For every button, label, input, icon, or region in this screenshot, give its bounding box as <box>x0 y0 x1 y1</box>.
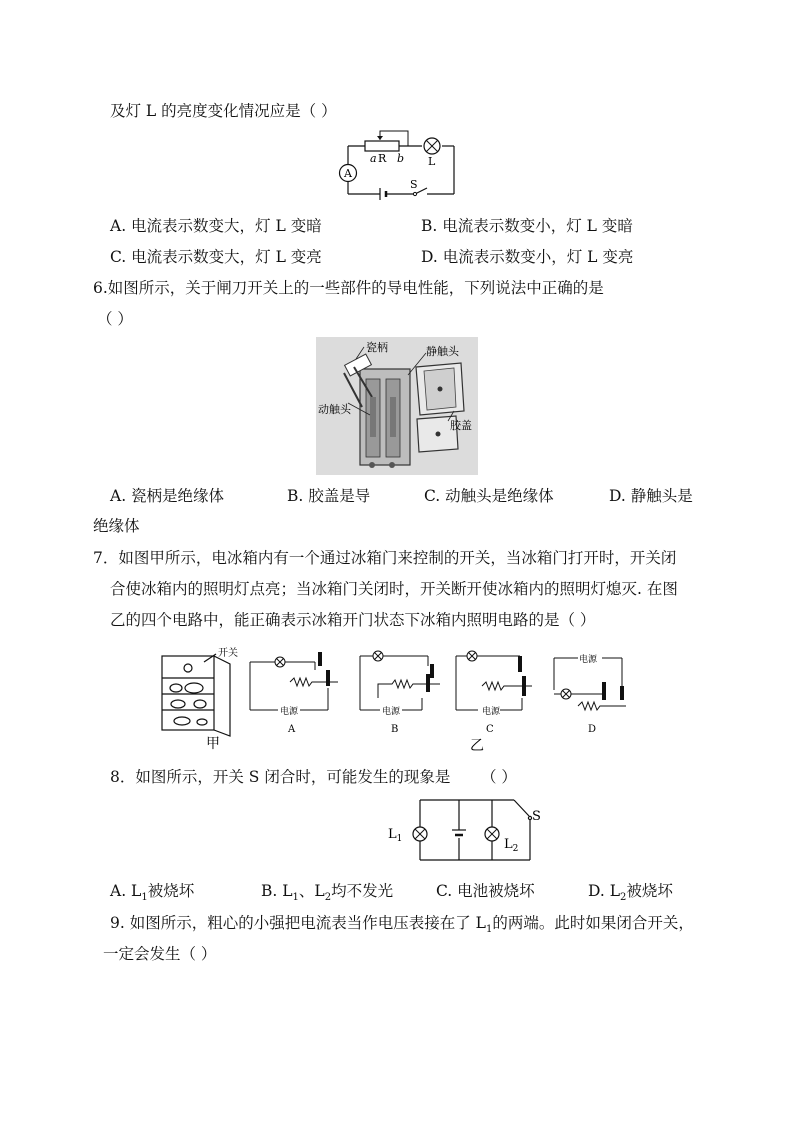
knife-switch-photo <box>316 337 478 475</box>
q7-stem-line1: 7．如图甲所示，电冰箱内有一个通过冰箱门来控制的开关，当冰箱门打开时，开关闭 <box>93 549 677 567</box>
switch-s-label: S <box>532 809 541 824</box>
ammeter-label: A <box>344 167 352 180</box>
q6-option-a: A. 瓷柄是绝缘体 <box>110 487 225 505</box>
label-moving-contact: 动触头 <box>318 403 351 416</box>
q6-stem-line1: 6.如图所示，关于闸刀开关上的一些部件的导电性能，下列说法中正确的是 <box>93 279 604 297</box>
label-handle: 瓷柄 <box>366 341 388 354</box>
q8-stem: 8．如图所示，开关 S 闭合时，可能发生的现象是 <box>110 768 451 786</box>
q7-stem-line3: 乙的四个电路中，能正确表示冰箱开门状态下冰箱内照明电路的是（ ） <box>110 611 596 629</box>
fridge-icon <box>162 654 230 736</box>
label-cover: 胶盖 <box>450 419 472 432</box>
q5-option-a: A. 电流表示数变大，灯 L 变暗 <box>110 217 322 235</box>
battery-icon <box>380 188 386 200</box>
circuit-c-label: C <box>486 724 494 735</box>
circuit-b-power-label: 电源 <box>382 707 401 717</box>
q6-option-b: B. 胶盖是导 <box>287 487 371 505</box>
circuit-a-power-label: 电源 <box>280 707 299 717</box>
q7-figures <box>160 644 640 756</box>
rheostat-end-a: a <box>370 152 377 165</box>
circuit-d-label: D <box>588 724 597 735</box>
figure-yi-label: 乙 <box>470 738 484 754</box>
q8-option-c: C. 电池被烧坏 <box>436 882 535 900</box>
q9-stem-line2: 一定会发生（ ） <box>103 945 217 963</box>
q8-option-a: A. $L_1$被烧坏 <box>110 882 195 904</box>
circuit-d <box>554 658 626 710</box>
switch-label: S <box>410 178 418 191</box>
circuit-a <box>250 657 338 710</box>
circuit-a-label: A <box>288 724 296 735</box>
q5-circuit-diagram <box>330 126 460 202</box>
rheostat-end-b: b <box>397 152 405 165</box>
lamp-l1-label: $L_1$ <box>388 827 403 844</box>
lamp-l2-icon <box>485 827 499 841</box>
battery-icon <box>452 830 466 835</box>
circuit-c-power-label: 电源 <box>482 707 501 717</box>
lamp-label: L <box>428 155 436 168</box>
q6-option-c: C. 动触头是绝缘体 <box>424 487 554 505</box>
lamp-l1-icon <box>413 827 427 841</box>
rheostat-label: R <box>378 152 387 165</box>
q5-option-c: C. 电流表示数变大，灯 L 变亮 <box>110 248 322 266</box>
circuit-d-power-label: 电源 <box>579 655 598 665</box>
q8-answer-paren: （ ） <box>481 768 517 786</box>
q6-stem-line2: （ ） <box>97 310 133 328</box>
figure-jia-label: 甲 <box>206 736 220 752</box>
q8-circuit-diagram <box>384 794 544 866</box>
lamp-icon <box>424 138 440 154</box>
q5-option-d: D. 电流表示数变小，灯 L 变亮 <box>421 248 634 266</box>
rheostat-resistor <box>365 141 399 151</box>
label-static-contact: 静触头 <box>426 345 459 358</box>
q5-option-b: B. 电流表示数变小，灯 L 变暗 <box>421 217 633 235</box>
switch-s-icon <box>514 800 532 820</box>
q6-option-d: D. 静触头是 <box>609 487 693 505</box>
q8-option-d: D. $L_2$被烧坏 <box>588 882 673 904</box>
q5-stem-tail: 及灯 L 的亮度变化情况应是（ ） <box>110 102 337 120</box>
q7-stem-line2: 合使冰箱内的照明灯点亮；当冰箱门关闭时，开关断开使冰箱内的照明灯熄灭. 在图 <box>110 580 678 598</box>
q6-option-d-continued: 绝缘体 <box>93 517 140 535</box>
q9-stem-line1: 9. 如图所示，粗心的小强把电流表当作电压表接在了 $L_1$的两端。此时如果闭合开关， <box>110 914 694 936</box>
lamp-l2-label: $L_2$ <box>504 837 519 854</box>
fridge-switch-label: 开关 <box>218 648 238 659</box>
q8-option-b: B. $L_1$、$L_2$均不发光 <box>261 882 394 904</box>
circuit-b-label: B <box>391 724 399 735</box>
